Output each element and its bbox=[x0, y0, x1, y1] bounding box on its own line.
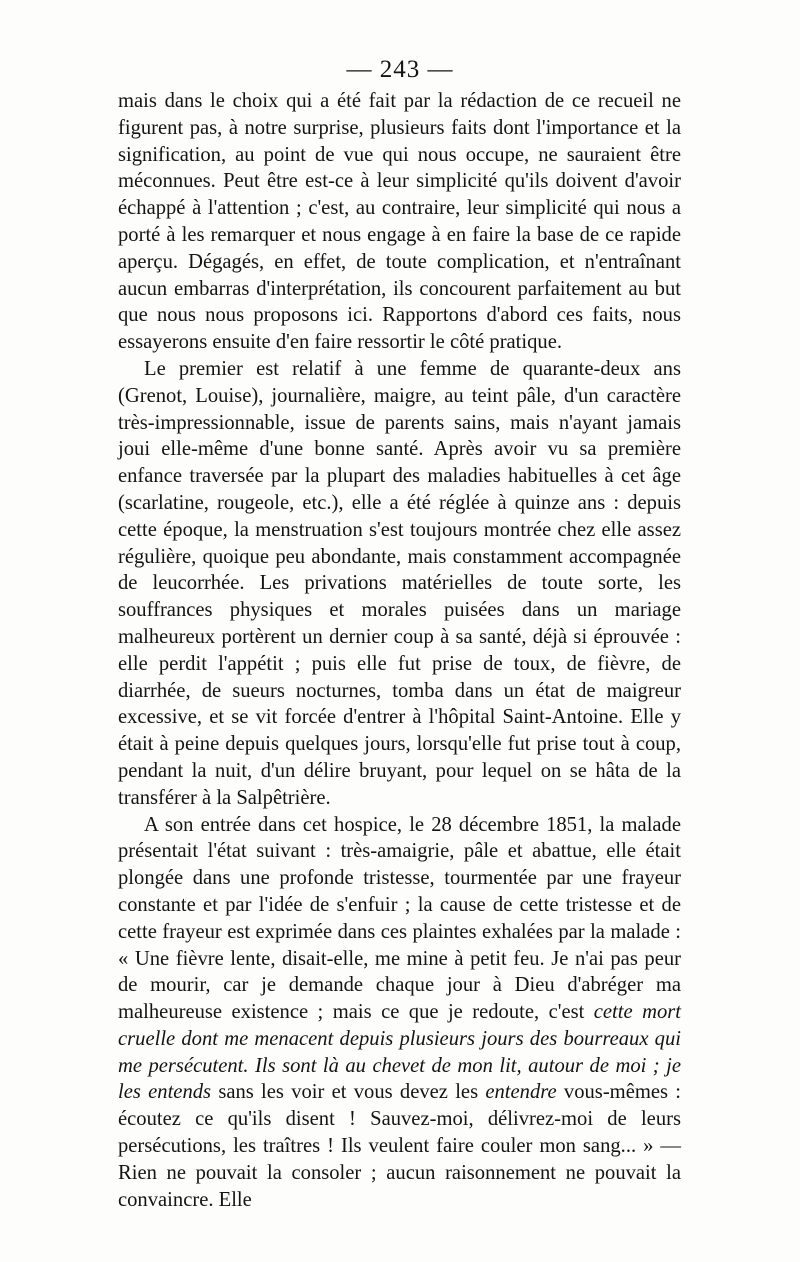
paragraph-text: A son entrée dans cet hospice, le 28 décembre 1851, la malade présentait l'état suivant : très-amaigrie, pâle et abattue, elle était plongée dans une profonde tristesse, tourmentée par une frayeur constante et par l'idée de s'enfuir ; la cause de cette tristesse et de cette frayeur est exprimée dans ces plaintes exhalées par la malade : « Une fièvre lente, disait-elle, me mine à petit feu. Je n'ai pas peur de mourir, car je demande chaque jour à Dieu d'abréger ma malheureuse existence ; mais ce que je redoute, c'est bbox=[118, 813, 681, 1024]
paragraph-continuation: mais dans le choix qui a été fait par la rédaction de ce recueil ne figurent pas, à notre surprise, plusieurs faits dont l'importance et la signification, au point de vue qui nous occupe, ne sauraient être méconnues. Peut être est-ce à leur simplicité qu'ils doivent d'avoir échappé à l'attention ; c'est, au contraire, leur simplicité qui nous a porté à les remarquer et nous engage à en faire la base de ce rapide aperçu. Dégagés, en effet, de toute complication, et n'entraînant aucun embarras d'interprétation, ils concourent parfaitement au but que nous nous proposons ici. Rapportons d'abord ces faits, nous essayerons ensuite d'en faire ressortir le côté pratique. bbox=[118, 90, 681, 354]
paragraph-admission bbox=[118, 812, 681, 1214]
paragraph-text: sans les voir et vous devez les bbox=[211, 1081, 486, 1104]
paragraph-case-description: Le premier est relatif à une femme de quarante-deux ans (Grenot, Louise), journalière, maigre, au teint pâle, d'un caractère très-impressionnable, issue de parents sains, mais n'ayant jamais joui elle-même d'une bonne santé. Après avoir vu sa première enfance traversée par la plupart des maladies habituelles à cet âge (scarlatine, rougeole, etc.), elle a été réglée à quinze ans : depuis cette époque, la menstruation s'est toujours montrée chez elle assez régulière, quoique peu abondante, mais constamment accompagnée de leucorrhée. Les privations matérielles de toute sorte, les souffrances physiques et morales puisées dans un mariage malheureux portèrent un dernier coup à sa santé, déjà si éprouvée : elle perdit l'appétit ; puis elle fut prise de toux, de fièvre, de diarrhée, de sueurs nocturnes, tomba dans un état de maigreur excessive, et se vit forcée d'entrer à l'hôpital Saint-Antoine. Elle y était à peine depuis quelques jours, lorsqu'elle fut prise tout à coup, pendant la nuit, d'un délire bruyant, pour lequel on se hâta de la transférer à la Salpêtrière. bbox=[118, 357, 681, 809]
body-text bbox=[118, 88, 681, 1213]
italic-quote: cette mort cruelle dont me menacent depuis plusieurs jours des bourreaux qui me persécutent. Ils sont là au chevet de mon lit, autour de moi ; je les entends bbox=[118, 1001, 681, 1104]
italic-word: entendre bbox=[485, 1081, 557, 1104]
page-number: — 243 — bbox=[346, 56, 454, 83]
paragraph-text: vous-mêmes : écoutez ce qu'ils disent ! Sauvez-moi, délivrez-moi de leurs persécutions, les traîtres ! Ils veulent faire couler mon sang... » — Rien ne pouvait la consoler ; aucun raisonnement ne pouvait la convaincre. Elle bbox=[118, 1081, 681, 1211]
